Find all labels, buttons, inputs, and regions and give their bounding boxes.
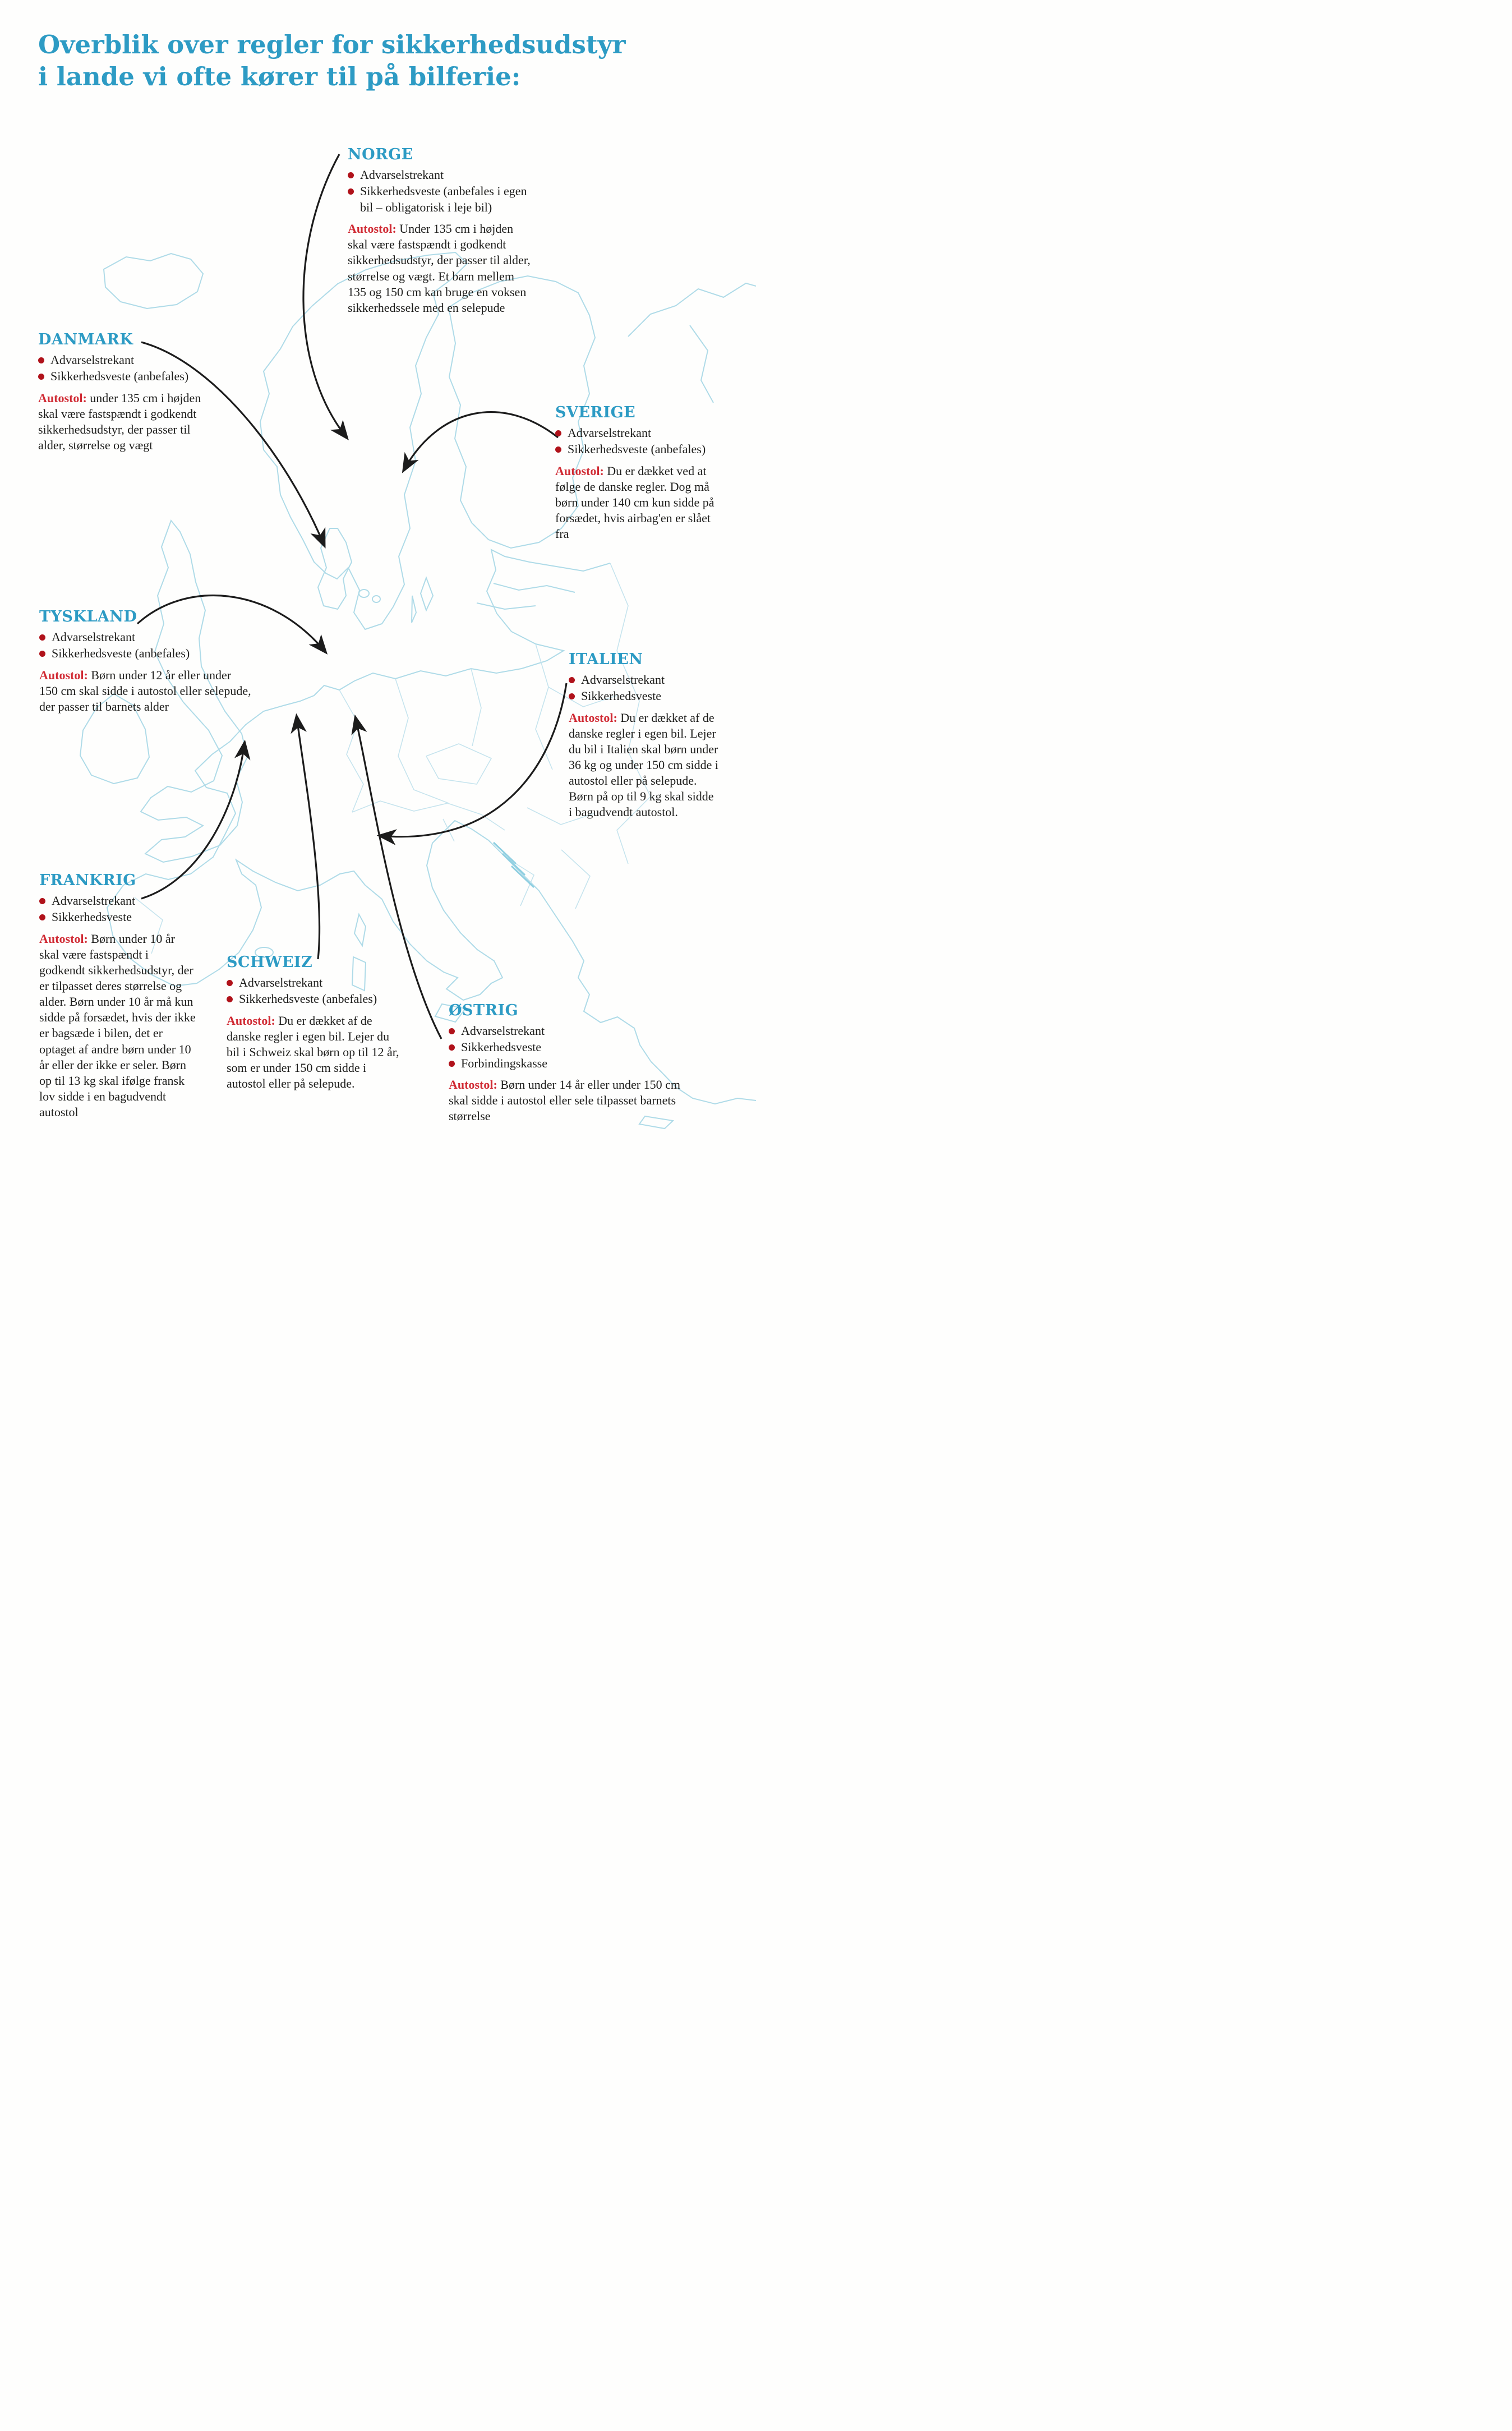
list-item [38, 352, 219, 369]
country-heading-italien: ITALIEN [569, 651, 643, 668]
baltic-coast-details [412, 578, 575, 623]
list-item [449, 1056, 690, 1072]
country-block-schweiz [227, 955, 400, 1092]
autostol-label: Autostol: [449, 1078, 497, 1092]
bullet-icon [348, 172, 354, 178]
list-item-label: Sikkerhedsveste [581, 688, 661, 703]
list-item-label: Advarselstrekant [52, 630, 136, 644]
page-title [38, 29, 625, 93]
list-item-label: Advarselstrekant [461, 1024, 545, 1038]
country-heading-sverige: SVERIGE [555, 404, 636, 421]
country-heading-norge: NORGE [348, 146, 413, 163]
country-block-sverige [555, 405, 723, 542]
list-item [569, 672, 720, 688]
country-block-tyskland [39, 609, 252, 715]
list-item [227, 991, 400, 1007]
arrow-sverige [404, 412, 558, 470]
autostol-paragraph [227, 1013, 400, 1092]
bullet-icon [348, 188, 354, 195]
list-item-label: Sikkerhedsveste (anbefales i egen bil – obligatorisk i leje bil) [360, 183, 527, 214]
equipment-list-ostrig [449, 1023, 690, 1071]
autostol-text: Under 135 cm i højden skal være fastspændt i godkendt sikkerhedsudstyr, der passer til alder, størrelse og vægt. Et barn mellem 135 og 150 cm kan bruge en voksen sikkerhedssele med en selepude [348, 222, 531, 315]
list-item-label: Advarselstrekant [568, 426, 652, 440]
list-item-label: Sikkerhedsveste (anbefales) [50, 369, 189, 383]
autostol-text: Du er dækket ved at følge de danske regler. Dog må børn under 140 cm kun sidde på forsædet, hvis airbag'en er slået fra [555, 463, 714, 541]
list-item [449, 1023, 690, 1039]
bullet-icon [449, 1044, 455, 1051]
list-item [555, 441, 723, 458]
country-block-danmark [38, 332, 219, 453]
list-item-label: Advarselstrekant [52, 894, 136, 908]
list-item-label: Advarselstrekant [581, 673, 665, 687]
list-item-label: Advarselstrekant [360, 168, 444, 182]
list-item [227, 975, 400, 991]
autostol-label: Autostol: [348, 222, 397, 236]
arrow-schweiz [297, 717, 320, 959]
list-item [38, 369, 219, 385]
list-item-label: Advarselstrekant [239, 975, 323, 990]
list-item [449, 1039, 690, 1056]
iceland-coast [104, 254, 203, 309]
list-item [39, 893, 196, 909]
bullet-icon [39, 898, 45, 904]
croatia-coast-hatch [494, 842, 534, 887]
autostol-text: Børn under 10 år skal være fastspændt i godkendt sikkerhedsudstyr, der er tilpasset deres størrelse og alder. Børn under 10 år må kun sidde på forsædet, hvis der ikke er bagsæde i bilen, det er optaget af andre børn under 10 år eller der ikke er seler. Børn op til 13 kg skal ifølge fransk lov sidde i en bagudvendt autostol [39, 931, 196, 1120]
list-item [39, 629, 252, 646]
autostol-paragraph [38, 390, 219, 454]
bullet-icon [39, 634, 45, 641]
equipment-list-tyskland [39, 629, 252, 661]
bullet-icon [39, 651, 45, 657]
autostol-text: Du er dækket af de danske regler i egen bil. Lejer du bil i Schweiz skal børn op til 12 år, som er under 150 cm sidde i autostol eller på selepude. [227, 1013, 399, 1091]
bullet-icon [449, 1061, 455, 1067]
equipment-list-schweiz [227, 975, 400, 1007]
page-title-line1: Overblik over regler for sikkerhedsudstyr [38, 30, 626, 59]
autostol-label: Autostol: [38, 390, 87, 405]
bullet-icon [38, 357, 44, 363]
list-item [348, 183, 536, 215]
equipment-list-frankrig [39, 893, 196, 925]
bullet-icon [555, 446, 561, 453]
list-item-label: Forbindingskasse [461, 1056, 547, 1070]
bullet-icon [39, 914, 45, 920]
autostol-label: Autostol: [569, 710, 617, 725]
list-item [39, 646, 252, 662]
country-heading-tyskland: TYSKLAND [39, 608, 137, 625]
bullet-icon [449, 1028, 455, 1034]
page-title-line2: i lande vi ofte kører til på bilferie: [38, 61, 521, 91]
autostol-paragraph [449, 1077, 690, 1124]
arrow-norge [303, 154, 347, 438]
autostol-label: Autostol: [227, 1013, 275, 1028]
list-item-label: Sikkerhedsveste [52, 909, 132, 924]
list-item-label: Sikkerhedsveste [461, 1039, 541, 1054]
list-item-label: Sikkerhedsveste (anbefales) [568, 441, 706, 456]
equipment-list-italien [569, 672, 720, 704]
equipment-list-norge [348, 167, 536, 215]
list-item-label: Sikkerhedsveste (anbefales) [52, 646, 190, 660]
autostol-label: Autostol: [39, 931, 88, 946]
infographic-page [0, 0, 756, 1216]
country-heading-danmark: DANMARK [38, 331, 133, 348]
autostol-label: Autostol: [555, 463, 604, 478]
equipment-list-danmark [38, 352, 219, 384]
autostol-paragraph [39, 667, 252, 715]
russia-coast [628, 283, 756, 403]
bullet-icon [555, 430, 561, 436]
country-heading-ostrig: ØSTRIG [449, 1002, 519, 1019]
bullet-icon [227, 980, 233, 986]
autostol-paragraph [555, 463, 723, 542]
autostol-text: under 135 cm i højden skal være fastspændt i godkendt sikkerhedsudstyr, der passer til alder, størrelse og vægt [38, 390, 201, 452]
autostol-text: Børn under 14 år eller under 150 cm skal sidde i autostol eller sele tilpasset barnets størrelse [449, 1078, 681, 1124]
list-item-label: Sikkerhedsveste (anbefales) [239, 991, 377, 1006]
autostol-paragraph [569, 710, 720, 821]
bullet-icon [38, 374, 44, 380]
bullet-icon [569, 693, 575, 699]
country-block-norge [348, 147, 536, 316]
equipment-list-sverige [555, 425, 723, 457]
list-item [39, 909, 196, 926]
country-block-frankrig [39, 873, 196, 1120]
autostol-label: Autostol: [39, 667, 88, 682]
country-heading-frankrig: FRANKRIG [39, 872, 136, 889]
bullet-icon [569, 677, 575, 683]
list-item [348, 167, 536, 183]
list-item [555, 425, 723, 441]
autostol-paragraph [39, 931, 196, 1121]
autostol-text: Børn under 12 år eller under 150 cm skal sidde i autostol eller selepude, der passer til barnets alder [39, 667, 251, 713]
autostol-text: Du er dækket af de danske regler i egen bil. Lejer du bil i Italien skal børn under 36 kg og under 150 cm sidde i autostol eller på selepude. Børn på op til 9 kg skal sidde i bagudvendt autostol. [569, 710, 719, 819]
country-block-italien [569, 652, 720, 821]
list-item-label: Advarselstrekant [50, 353, 135, 367]
country-block-ostrig [449, 1003, 690, 1125]
autostol-paragraph [348, 221, 536, 316]
list-item [569, 688, 720, 705]
country-heading-schweiz: SCHWEIZ [227, 954, 313, 971]
bullet-icon [227, 996, 233, 1002]
